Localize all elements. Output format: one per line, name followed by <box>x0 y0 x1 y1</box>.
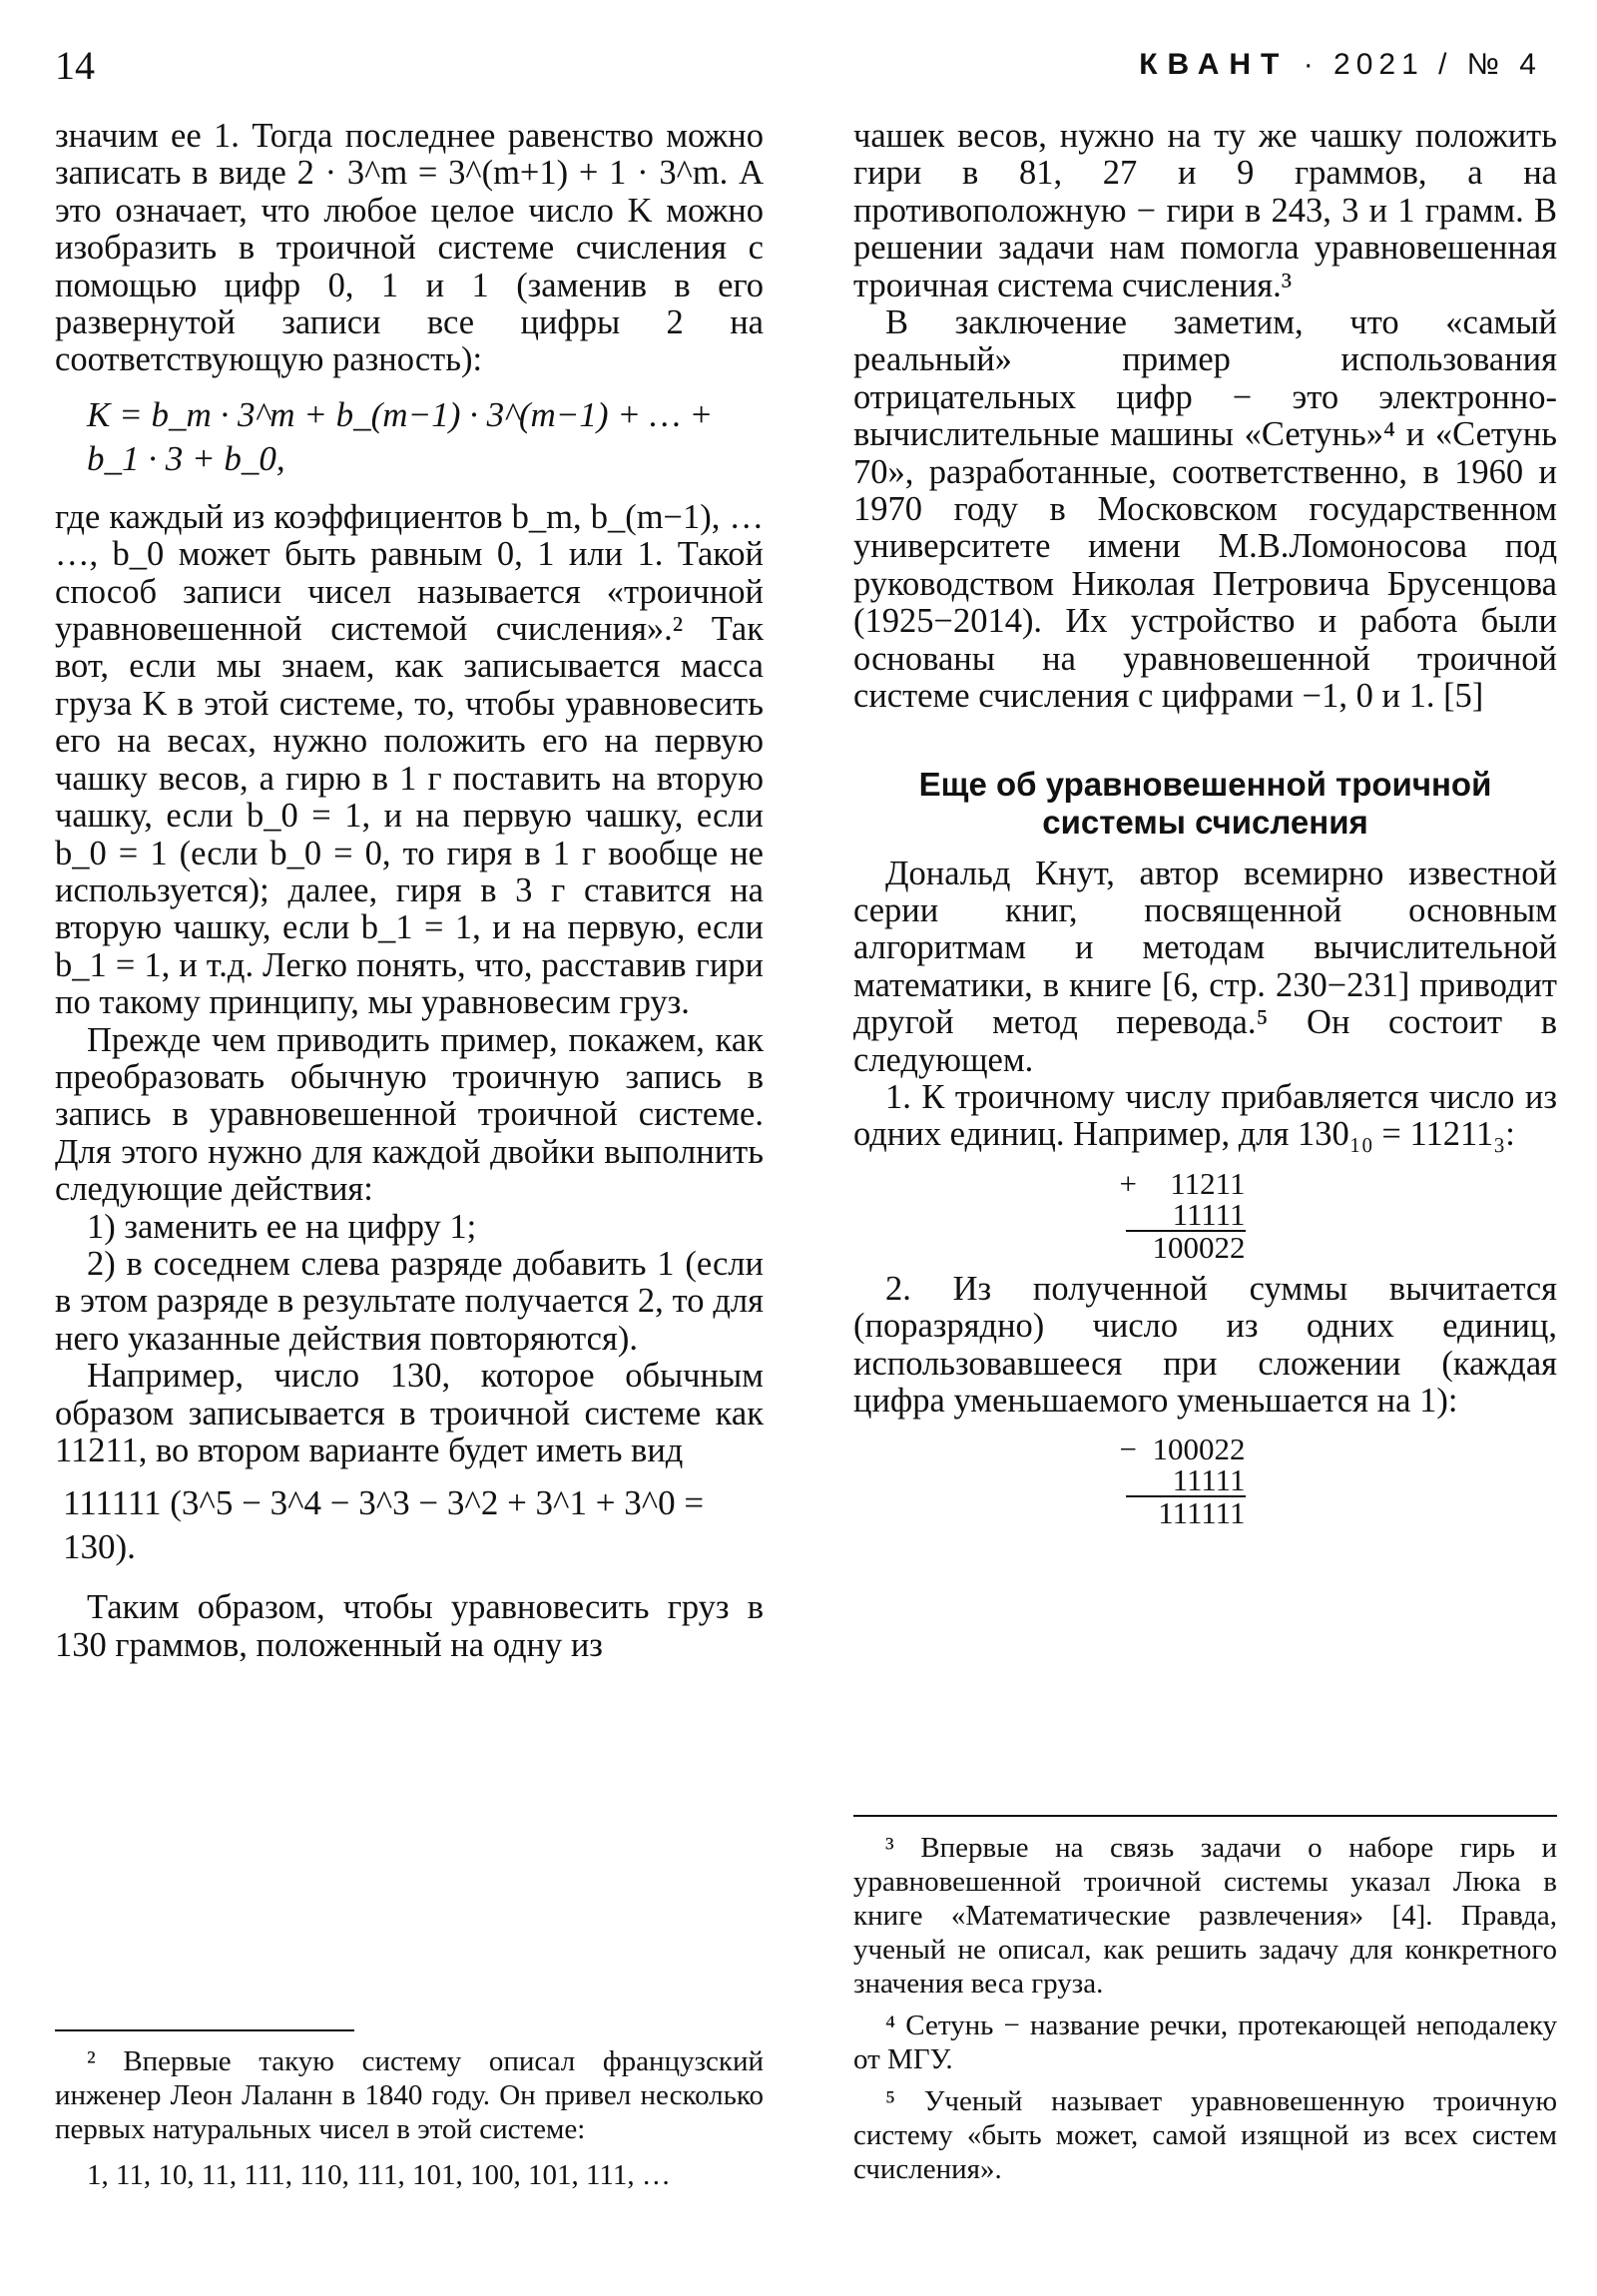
footnote-divider <box>55 2029 354 2031</box>
left-column <box>55 118 764 1664</box>
footnote-sequence: 1, 11, 10, 11, 111, 110, 111, 101, 100, 101, 111, … <box>87 2159 671 2191</box>
paragraph: где каждый из коэффициентов b_m, b_(m−1), … …, b_0 может быть равным 0, 1 или 1. Такой способ записи чисел называется «троичной уравновешенной системой счисления».² Так вот, если мы знаем, как записывается масса груза K в этой системе, то, чтобы уравновесить его на весах, нужно положить его на первую чашку весов, а гирю в 1 г поставить на вторую чашку, если b_0 = 1, и на первую чашку, если b_0 = 1 (если b_0 = 0, то гиря в 1 г вообще не используется); далее, гиря в 3 г ставится на вторую чашку, если b_1 = 1, и на первую, если b_1 = 1, и т.д. Легко понять, что, расставив гири по такому принципу, мы уравновесим груз. <box>55 497 764 1022</box>
paragraph: Таким образом, чтобы уравновесить груз в 130 граммов, положенный на одну из <box>55 1588 764 1664</box>
running-head <box>1139 48 1542 82</box>
footnote-4: ⁴ Сетунь − название речки, протекающей неподалеку от МГУ. <box>853 2009 1557 2075</box>
page-header <box>55 42 1542 92</box>
calc-operator: − <box>1119 1432 1137 1467</box>
paragraph: Например, число 130, которое обычным образом записывается в троичной системе как 11211, во втором варианте будет иметь вид <box>55 1357 764 1469</box>
footnote-5: ⁵ Ученый называет уравновешенную троичную систему «быть может, самой изящной из всех систем счисления». <box>853 2085 1557 2185</box>
paragraph: Дональд Кнут, автор всемирно известной серии книг, посвященной основным алгоритмам и методам вычислительной математики, в книге [6, стр. 230−231] приводит другой метод перевода.⁵ Он состоит в следующем. <box>853 854 1557 1079</box>
formula: K = b_m · 3^m + b_(m−1) · 3^(m−1) + … + b_1 · 3 + b_0, <box>87 394 714 478</box>
right-footnotes <box>853 1831 1557 2186</box>
addition-calculation <box>1119 1165 1246 1265</box>
calc-operand: 11111 <box>1172 1462 1246 1498</box>
paragraph: Прежде чем приводить пример, покажем, как преобразовать обычную троичную запись в запись в уравновешенной троичной системе. Для этого нужно для каждой двойки выполнить следующие действия: <box>55 1020 764 1209</box>
calc-operator: + <box>1119 1165 1137 1201</box>
footnote-text: ² Впервые такую систему описал французский инженер Леон Лаланн в 1840 году. Он привел несколько первых натуральных чисел в этой системе: <box>55 2045 764 2145</box>
paragraph: чашек весов, нужно на ту же чашку положить гири в 81, 27 и 9 граммов, а на противоположную − гири в 243, 3 и 1 грамм. В решении задачи нам помогла уравновешенная троичная система счисления.³ <box>853 117 1557 304</box>
page-number: 14 <box>55 43 95 88</box>
paragraph: В заключение заметим, что «самый реальный» пример использования отрицательных цифр − это электронно-вычислительные машины «Сетунь»⁴ и «Сетунь 70», разработанные, соответственно, в 1960 и 1970 году в Московском государственном университете имени М.В.Ломоносова под руководством Николая Петровича Брусенцова (1925−2014). Их устройство и работа были основаны на уравновешенной троичной системе счисления с цифрами −1, 0 и 1. [5] <box>853 303 1557 716</box>
paragraph: значим ее 1. Тогда последнее равенство можно записать в виде 2 · 3^m = 3^(m+1) + 1 · 3^m. А это означает, что любое целое число K можно изобразить в троичной системе счисления с помощью цифр 0, 1 и 1 (заменив в его развернутой записи все цифры 2 на соответствующую разность): <box>55 117 764 379</box>
footnote-2 <box>55 2044 764 2192</box>
subtraction-calculation <box>1119 1432 1246 1531</box>
calc-operand: 11111 <box>1172 1196 1246 1232</box>
calc-result: 111111 <box>1126 1495 1246 1528</box>
list-item: 2) в соседнем слева разряде добавить 1 (если в этом разряде в результате получается 2, то для него указанные действия повторяются). <box>55 1244 764 1358</box>
journal-name: КВАНТ <box>1139 48 1290 81</box>
issue-number: 2021 / № 4 <box>1333 48 1542 81</box>
footnote-divider <box>853 1815 1557 1817</box>
paragraph: 1. К троичному числу прибавляется число из одних единиц. Например, для 130₁₀ = 11211₃: <box>853 1077 1557 1154</box>
calc-result: 100022 <box>1126 1230 1246 1263</box>
right-column <box>853 118 1557 1536</box>
calc-operand: 100022 <box>1152 1432 1246 1467</box>
calc-operand: 11211 <box>1170 1165 1246 1201</box>
list-item: 1) заменить ее на цифру 1; <box>87 1207 477 1246</box>
section-title: Еще об уравновешенной троичной системы счисления <box>918 765 1492 841</box>
paragraph: 2. Из полученной суммы вычитается (поразрядно) число из одних единиц, использовавшееся при сложении (каждая цифра уменьшаемого уменьшается на 1): <box>853 1269 1557 1420</box>
footnote-3: ³ Впервые на связь задачи о наборе гирь и уравновешенной троичной системы указал Люка в книге «Математические развлечения» [4]. Правда, ученый не описал, как решить задачу для конкретного значения веса груза. <box>853 1832 1557 2000</box>
formula: 111111 (3^5 − 3^4 − 3^3 − 3^2 + 3^1 + 3^0 = 130). <box>63 1483 705 1567</box>
header-separator: · <box>1303 48 1320 81</box>
